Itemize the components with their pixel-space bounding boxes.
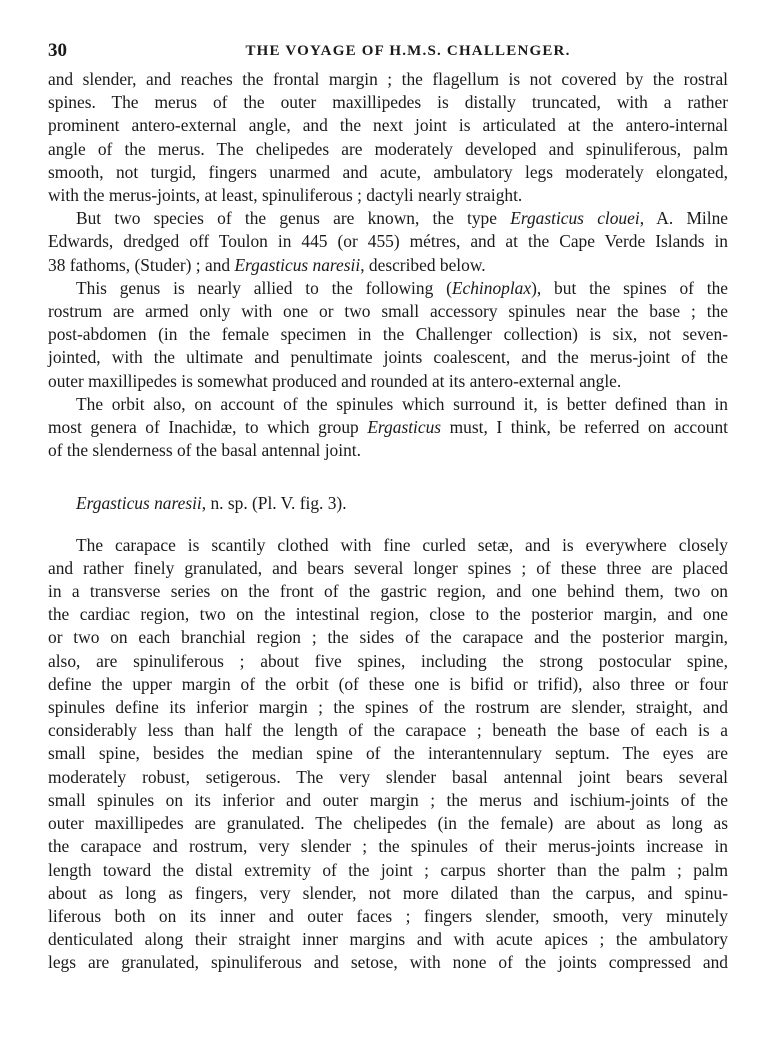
text-segment: But two species of the genus are known, the type — [76, 208, 511, 229]
paragraph-genus-description — [48, 68, 728, 207]
text-segment: most genera of Inachidæ, to which group — [48, 417, 368, 438]
text-line: The orbit also, on account of the spinules which surround it, is better defined than in — [76, 393, 728, 414]
text-line: small spinules on its inferior and outer margin ; the merus and ischium-joints of the — [48, 789, 728, 810]
text-line: The carapace is scantily clothed with fine curled setæ, and is everywhere closely — [76, 534, 728, 555]
text-line: legs are granulated, spinuliferous and setose, with none of the joints compressed and — [48, 952, 728, 973]
paragraph-genus-comparison — [48, 277, 728, 393]
text-line: considerably less than half the length of the carapace ; beneath the base of each is a — [48, 720, 728, 741]
text-line: of the slenderness of the basal antennal joint. — [48, 440, 361, 461]
species-name: Ergasticus naresii — [234, 254, 361, 275]
text-line: small spine, besides the median spine of the interantennulary septum. The eyes are — [48, 743, 728, 764]
body-text — [48, 68, 728, 975]
genus-name: Echinoplax — [451, 277, 532, 298]
species-heading — [76, 492, 728, 515]
text-line: the carapace and rostrum, very slender ; the spinules of their merus-joints increase in — [48, 836, 728, 857]
text-segment: This genus is nearly allied to the following ( — [76, 277, 452, 298]
text-line — [48, 277, 728, 300]
paragraph-species-known — [48, 207, 728, 277]
text-line: spinules define its inferior margin ; the spines of the rostrum are slender, straight, and — [48, 697, 728, 718]
text-line: define the upper margin of the orbit (of these one is bifid or trifid), also three or four — [48, 673, 728, 694]
text-line: the cardiac region, two on the intestinal region, close to the posterior margin, and one — [48, 604, 728, 625]
text-line: spines. The merus of the outer maxillipedes is distally truncated, with a rather — [48, 92, 728, 113]
text-line: about as long as fingers, very slender, not more dilated than the carpus, and spinu- — [48, 882, 728, 903]
text-line: length toward the distal extremity of the joint ; carpus shorter than the palm ; palm — [48, 859, 728, 880]
text-line: liferous both on its inner and outer faces ; fingers slender, smooth, very minutely — [48, 905, 728, 926]
text-line: outer maxillipedes are granulated. The chelipedes (in the female) are about as long as — [48, 813, 728, 834]
page-header — [48, 40, 728, 68]
heading-rest: , n. sp. (Pl. V. fig. 3). — [201, 493, 347, 514]
text-line: smooth, not turgid, fingers unarmed and acute, ambulatory legs moderately elongated, — [48, 161, 728, 182]
text-line: prominent antero-external angle, and the next joint is articulated at the antero-internal — [48, 115, 728, 136]
text-line: moderately robust, setigerous. The very slender basal antennal joint bears several — [48, 766, 728, 787]
species-section — [48, 492, 728, 974]
text-line: with the merus-joints, at least, spinuliferous ; dactyli nearly straight. — [48, 185, 523, 206]
text-segment: ), but the spines of the — [531, 277, 728, 298]
species-name: Ergasticus clouei — [510, 208, 640, 229]
genus-name: Ergasticus — [367, 417, 442, 438]
page-number: 30 — [48, 40, 67, 61]
text-line — [48, 207, 728, 230]
text-line — [48, 254, 728, 277]
text-line: angle of the merus. The chelipedes are moderately developed and spinuliferous, palm — [48, 138, 728, 159]
text-line: also, are spinuliferous ; about five spines, including the strong postocular spine, — [48, 650, 728, 671]
text-line: post-abdomen (in the female specimen in the Challenger collection) is six, not seven- — [48, 324, 728, 345]
text-segment: , A. Milne — [639, 208, 728, 229]
text-line: and slender, and reaches the frontal margin ; the flagellum is not covered by the rostral — [48, 69, 728, 89]
text-line: in a transverse series on the front of the gastric region, and one behind them, two on — [48, 581, 728, 602]
text-line: and rather finely granulated, and bears several longer spines ; of these three are placed — [48, 557, 728, 578]
species-name: Ergasticus naresii — [76, 493, 202, 514]
running-title: THE VOYAGE OF H.M.S. CHALLENGER. — [245, 43, 571, 59]
text-segment: 38 fathoms, (Studer) ; and — [48, 254, 235, 275]
text-line: jointed, with the ultimate and penultimate joints coalescent, and the merus-joint of the — [48, 347, 728, 368]
text-line: denticulated along their straight inner margins and with acute apices ; the ambulatory — [48, 929, 728, 950]
text-line: rostrum are armed only with one or two small accessory spinules near the base ; the — [48, 301, 728, 322]
paragraph-species-description — [48, 534, 728, 975]
text-segment: must, I think, be referred on account — [441, 417, 728, 438]
text-line: Edwards, dredged off Toulon in 445 (or 455) métres, and at the Cape Verde Islands in — [48, 231, 728, 252]
text-segment: , described below. — [360, 254, 486, 275]
text-line: or two on each branchial region ; the sides of the carapace and the posterior margin, — [48, 627, 728, 648]
text-line — [48, 416, 728, 439]
text-line: outer maxillipedes is somewhat produced and rounded at its antero-external angle. — [48, 370, 622, 391]
paragraph-orbit — [48, 393, 728, 463]
